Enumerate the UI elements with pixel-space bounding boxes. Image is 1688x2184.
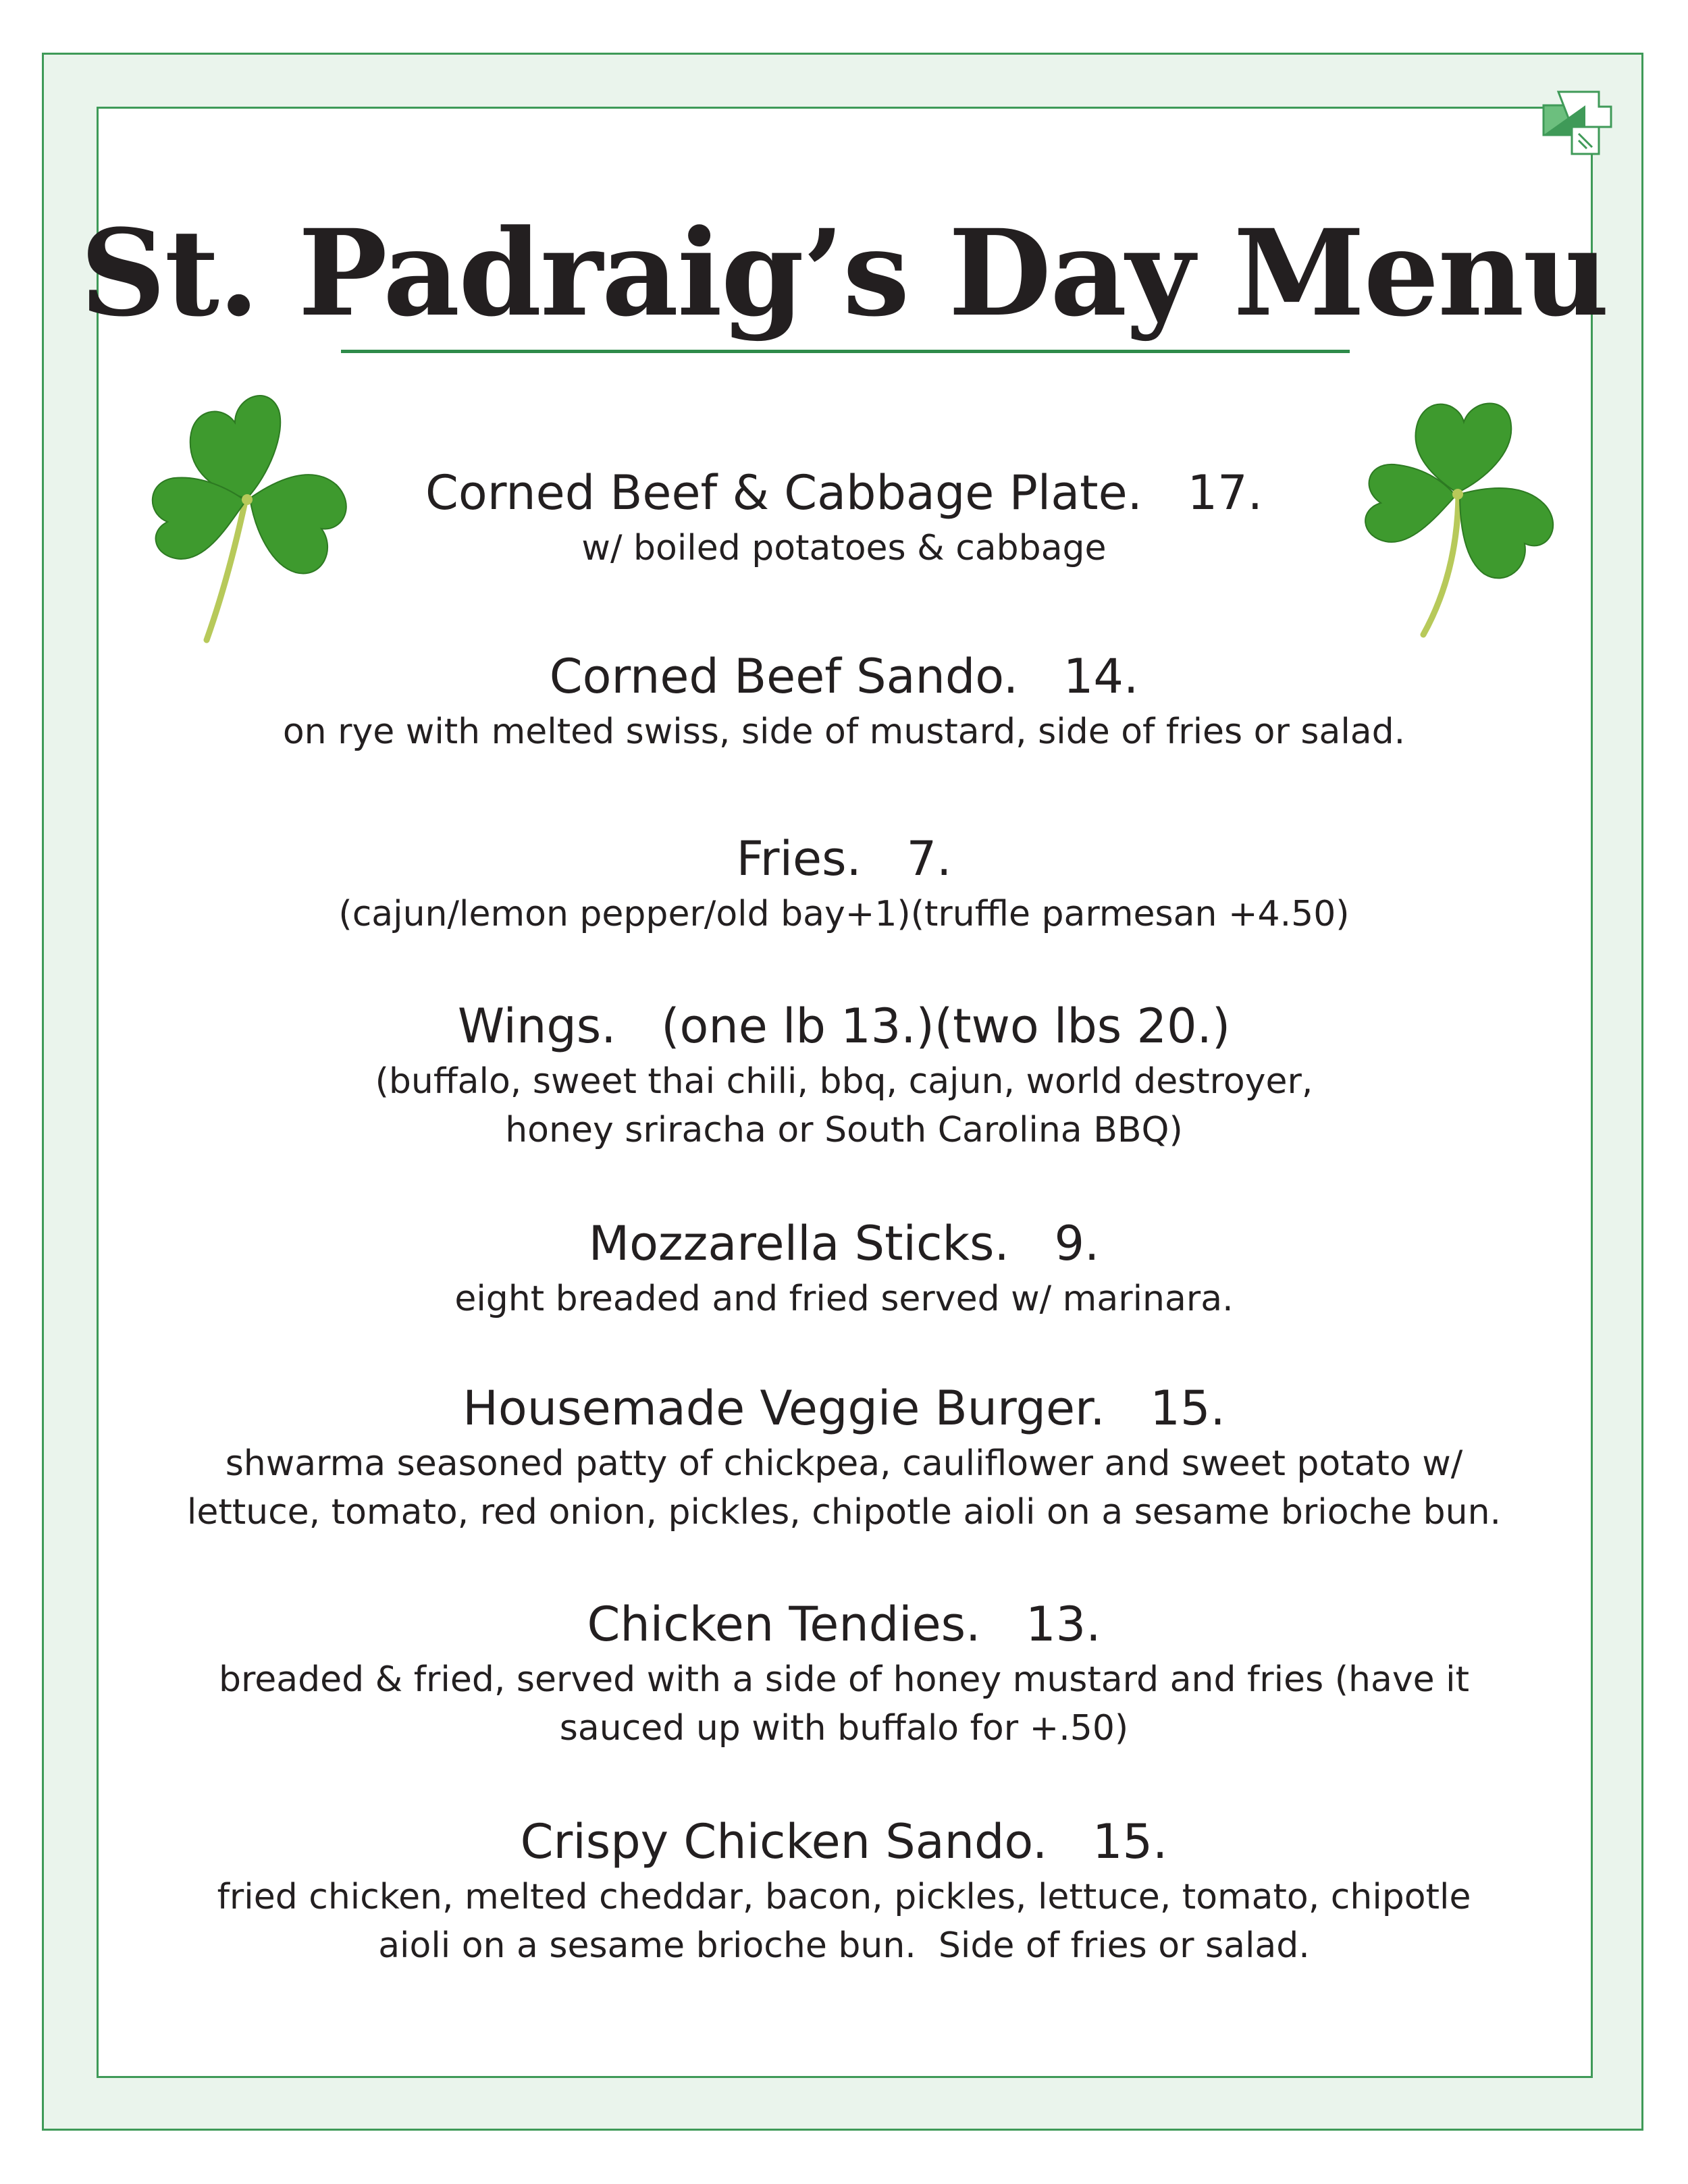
item-description: honey sriracha or South Carolina BBQ) bbox=[505, 1110, 1183, 1150]
item-name: Corned Beef Sando. 14. bbox=[549, 649, 1139, 704]
item-name: Wings. (one lb 13.)(two lbs 20.) bbox=[457, 998, 1231, 1054]
menu-item bbox=[0, 1377, 1688, 1537]
item-name: Mozzarella Sticks. 9. bbox=[588, 1216, 1100, 1271]
item-description: shwarma seasoned patty of chickpea, cauliflower and sweet potato w/ bbox=[225, 1443, 1463, 1484]
menu-item bbox=[0, 1811, 1688, 1970]
item-description: on rye with melted swiss, side of mustard, side of fries or salad. bbox=[282, 712, 1406, 752]
menu-item bbox=[0, 462, 1688, 572]
item-description: w/ boiled potatoes & cabbage bbox=[581, 528, 1107, 568]
item-name: Corned Beef & Cabbage Plate. 17. bbox=[425, 465, 1263, 521]
item-description: lettuce, tomato, red onion, pickles, chipotle aioli on a sesame brioche bun. bbox=[186, 1492, 1502, 1533]
item-description: (buffalo, sweet thai chili, bbq, cajun, world destroyer, bbox=[375, 1061, 1313, 1102]
item-description: fried chicken, melted cheddar, bacon, pickles, lettuce, tomato, chipotle bbox=[217, 1877, 1471, 1917]
menu-item bbox=[0, 828, 1688, 938]
menu-item bbox=[0, 995, 1688, 1154]
item-name: Housemade Veggie Burger. 15. bbox=[463, 1381, 1225, 1436]
item-description: aioli on a sesame brioche bun. Side of fries or salad. bbox=[378, 1925, 1310, 1966]
item-description: eight breaded and fried served w/ marinara. bbox=[454, 1279, 1234, 1319]
title-underline bbox=[341, 350, 1350, 353]
item-description: breaded & fried, served with a side of honey mustard and fries (have it bbox=[219, 1659, 1469, 1700]
item-description: sauced up with buffalo for +.50) bbox=[559, 1708, 1129, 1749]
item-description: (cajun/lemon pepper/old bay+1)(truffle parmesan +4.50) bbox=[338, 894, 1350, 934]
menu-item bbox=[0, 1213, 1688, 1323]
folded-corner-icon bbox=[1531, 86, 1619, 167]
item-name: Chicken Tendies. 13. bbox=[587, 1597, 1101, 1652]
page-title: St. Padraig’s Day Menu bbox=[80, 203, 1608, 343]
menu-item bbox=[0, 645, 1688, 756]
menu-item bbox=[0, 1593, 1688, 1753]
item-name: Fries. 7. bbox=[736, 831, 952, 886]
item-name: Crispy Chicken Sando. 15. bbox=[520, 1814, 1168, 1869]
